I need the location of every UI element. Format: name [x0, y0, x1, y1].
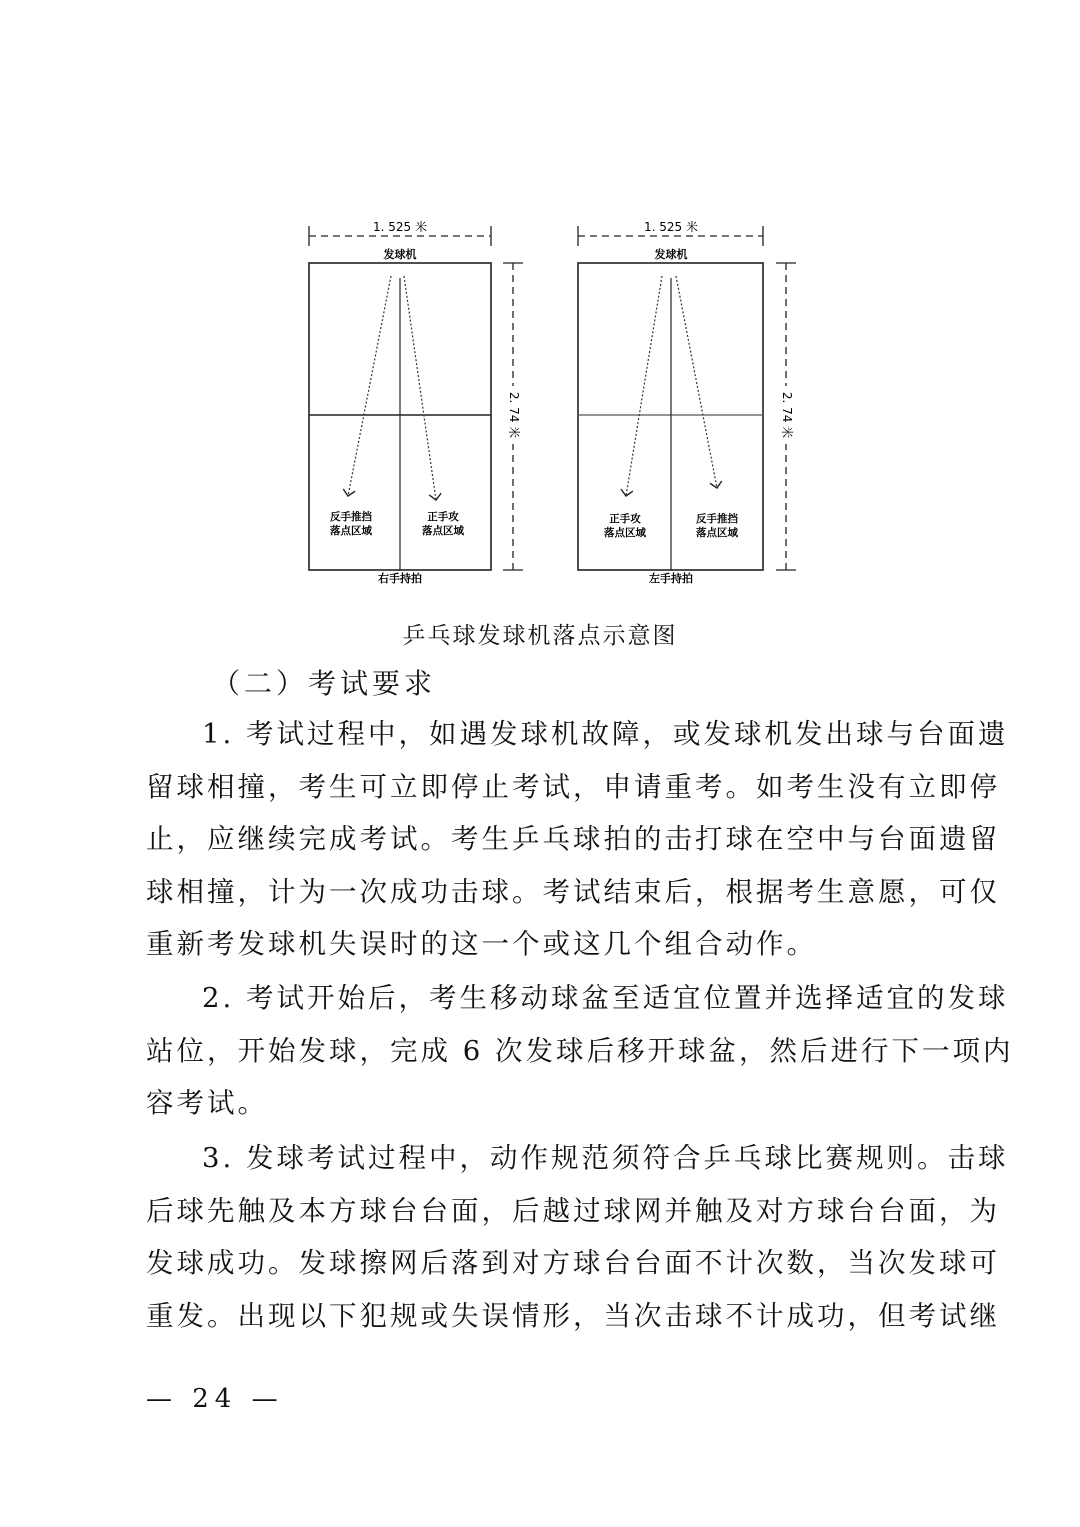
- serve-machine-label: 发球机: [654, 248, 688, 261]
- right-hand-grip-label: 右手持拍: [378, 572, 422, 585]
- height-label: 2. 74 米: [507, 391, 521, 439]
- trajectory-arrow-b: [676, 276, 717, 488]
- paragraph-line: 1. 考试过程中，如遇发球机故障，或发球机发出球与台面遗: [202, 718, 1009, 750]
- paragraph-1: [146, 708, 1009, 971]
- figure-caption: 乒乓球发球机落点示意图: [402, 623, 678, 649]
- serve-landing-diagram: [0, 0, 1080, 600]
- zone-a-line2: 落点区域: [604, 527, 646, 539]
- trajectory-arrow-a: [348, 276, 391, 496]
- paragraph-line: 后球先触及本方球台台面，后越过球网并触及对方球台台面，为: [146, 1194, 1000, 1227]
- paragraph-line: 站位，开始发球，完成 6 次发球后移开球盆，然后进行下一项内: [146, 1034, 1014, 1067]
- paragraph-line: 容考试。: [146, 1087, 268, 1119]
- right-table-diagram: [578, 218, 796, 585]
- diagram-svg: [0, 0, 1080, 600]
- paragraph-2: [146, 972, 1014, 1130]
- paragraph-line: 留球相撞，考生可立即停止考试，申请重考。如考生没有立即停: [146, 770, 1000, 803]
- paragraph-line: 止，应继续完成考试。考生乒乓球拍的击打球在空中与台面遗留: [146, 823, 1000, 855]
- trajectory-arrow-b: [404, 276, 436, 500]
- paragraph-line: 重发。出现以下犯规或失误情形，当次击球不计成功，但考试继: [146, 1299, 1000, 1332]
- zone-b-line1: 正手攻: [427, 511, 459, 523]
- width-label: 1. 525 米: [644, 220, 698, 234]
- width-label: 1. 525 米: [373, 220, 427, 234]
- section-heading: （二）考试要求: [212, 667, 437, 700]
- paragraph-3: [146, 1132, 1009, 1342]
- paragraph-line: 发球成功。发球擦网后落到对方球台台面不计次数，当次发球可: [146, 1247, 1000, 1279]
- left-table-diagram: [309, 218, 523, 585]
- zone-b-line2: 落点区域: [696, 527, 738, 539]
- zone-b-line2: 落点区域: [422, 525, 464, 537]
- height-label: 2. 74 米: [780, 391, 794, 439]
- paragraph-line: 球相撞，计为一次成功击球。考试结束后，根据考生意愿，可仅: [146, 875, 1000, 908]
- paragraph-line: 3. 发球考试过程中，动作规范须符合乒乓球比赛规则。击球: [202, 1142, 1009, 1174]
- paragraph-line: 重新考发球机失误时的这一个或这几个组合动作。: [146, 928, 817, 960]
- zone-a-line1: 正手攻: [609, 513, 641, 525]
- left-hand-grip-label: 左手持拍: [649, 572, 693, 585]
- page-number: — 24 —: [146, 1384, 284, 1414]
- zone-a-line1: 反手推挡: [330, 511, 372, 523]
- serve-machine-label: 发球机: [383, 248, 417, 261]
- trajectory-arrow-a: [626, 276, 662, 496]
- zone-a-line2: 落点区域: [330, 525, 372, 537]
- zone-b-line1: 反手推挡: [696, 513, 738, 525]
- paragraph-line: 2. 考试开始后，考生移动球盆至适宜位置并选择适宜的发球: [202, 982, 1009, 1014]
